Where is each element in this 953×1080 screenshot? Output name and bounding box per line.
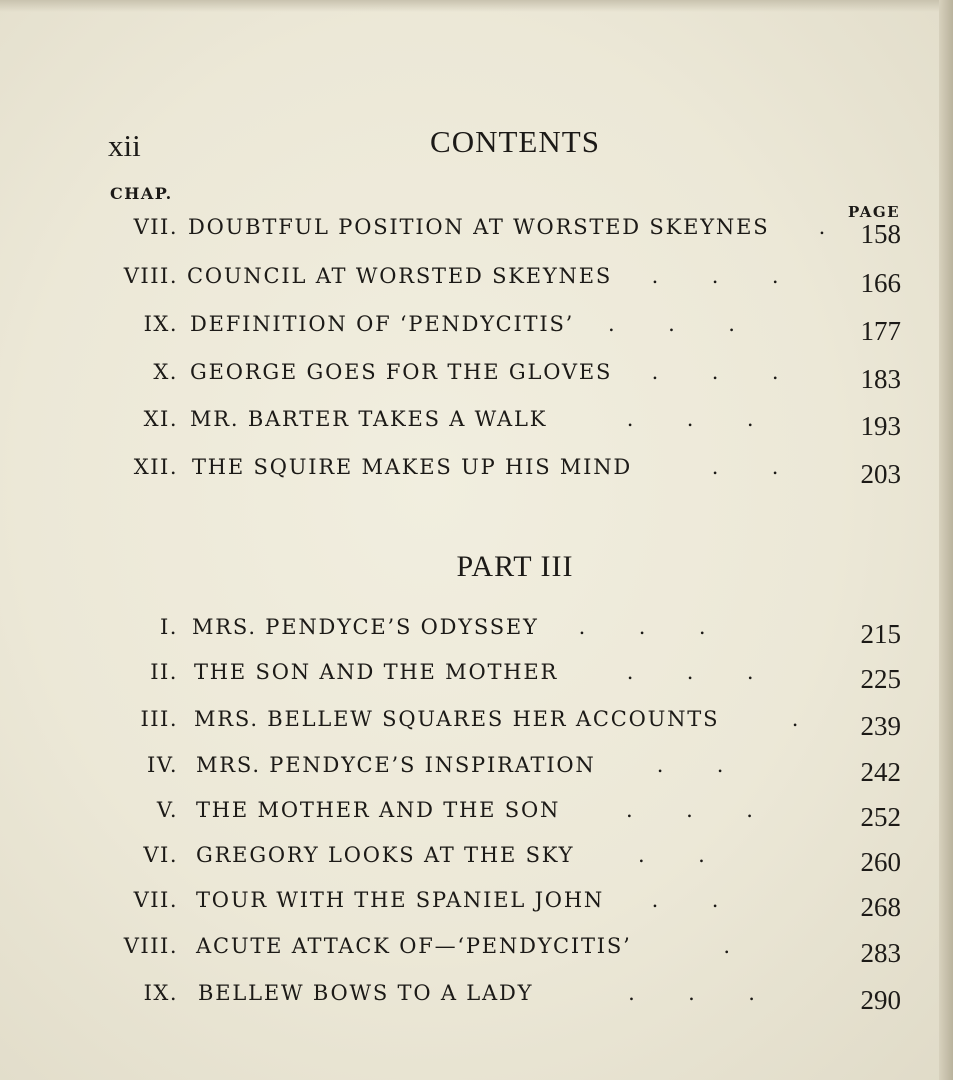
chapter-number: VIII. <box>123 934 178 958</box>
page-number: 166 <box>860 268 901 298</box>
page-number: 252 <box>860 802 901 832</box>
dot-leader: . <box>812 215 826 239</box>
dot-leader: . . <box>645 888 719 912</box>
toc-entry <box>0 312 953 348</box>
toc-entry <box>0 215 953 251</box>
dot-leader: . . . <box>586 798 753 822</box>
chapter-number: XI. <box>143 407 178 431</box>
page-number: 239 <box>860 711 901 741</box>
dot-leader: . . <box>610 753 724 777</box>
page-number: 268 <box>860 892 901 922</box>
chapter-number: X. <box>153 360 178 384</box>
page-number: 203 <box>860 459 901 489</box>
toc-entry <box>0 264 953 300</box>
chapter-title: TOUR WITH THE SPANIEL JOHN <box>196 888 605 912</box>
toc-entry <box>0 753 953 789</box>
chap-column-label: CHAP. <box>110 184 173 203</box>
chapter-number: VII. <box>133 215 178 239</box>
chapter-number: I. <box>160 615 178 639</box>
toc-entry <box>0 981 953 1017</box>
chapter-title: GREGORY LOOKS AT THE SKY <box>196 843 575 867</box>
dot-leader: . . . <box>572 615 706 639</box>
dot-leader: . . . <box>580 407 754 431</box>
chapter-number: II. <box>150 660 178 684</box>
page-number: 215 <box>860 619 901 649</box>
chapter-title: THE SQUIRE MAKES UP HIS MIND <box>192 455 633 479</box>
toc-entry <box>0 455 953 491</box>
page-number: 158 <box>860 219 901 249</box>
dot-leader: . . <box>598 843 705 867</box>
chapter-title: COUNCIL AT WORSTED SKEYNES <box>187 264 613 288</box>
chapter-title: MR. BARTER TAKES A WALK <box>190 407 548 431</box>
dot-leader: . . <box>665 455 779 479</box>
chapter-title: MRS. BELLEW SQUARES HER ACCOUNTS <box>194 707 720 731</box>
toc-entry <box>0 934 953 970</box>
chapter-number: V. <box>156 798 178 822</box>
dot-leader: . . . <box>645 264 779 288</box>
chapter-title: DOUBTFUL POSITION AT WORSTED SKEYNES <box>188 215 770 239</box>
chapter-number: IX. <box>143 981 178 1005</box>
dot-leader: . . . <box>645 360 779 384</box>
chapter-title: GEORGE GOES FOR THE GLOVES <box>190 360 613 384</box>
toc-entry <box>0 798 953 834</box>
page-top-shadow <box>0 0 953 12</box>
chapter-title: THE SON AND THE MOTHER <box>194 660 559 684</box>
toc-entry <box>0 843 953 879</box>
chapter-number: IX. <box>143 312 178 336</box>
chapter-title: DEFINITION OF ‘PENDYCITIS’ <box>190 312 575 336</box>
toc-entry <box>0 707 953 743</box>
chapter-title: THE MOTHER AND THE SON <box>196 798 561 822</box>
chapter-number: VII. <box>133 888 178 912</box>
page-number: 177 <box>860 316 901 346</box>
contents-heading: CONTENTS <box>430 124 600 159</box>
page-number: 260 <box>860 847 901 877</box>
toc-entry <box>0 660 953 696</box>
page-folio: xii <box>108 128 141 163</box>
chapter-title: MRS. PENDYCE’S ODYSSEY <box>192 615 539 639</box>
chapter-number: VIII. <box>123 264 178 288</box>
toc-entry <box>0 360 953 396</box>
dot-leader: . <box>765 707 799 731</box>
toc-entry <box>0 407 953 443</box>
dot-leader: . . . <box>568 981 755 1005</box>
dot-leader: . . . <box>580 660 754 684</box>
page-number: 242 <box>860 757 901 787</box>
chapter-title: ACUTE ATTACK OF—‘PENDYCITIS’ <box>196 934 632 958</box>
page-number: 290 <box>860 985 901 1015</box>
page-number: 283 <box>860 938 901 968</box>
page-number: 193 <box>860 411 901 441</box>
toc-entry <box>0 615 953 651</box>
chapter-number: III. <box>140 707 178 731</box>
dot-leader: . . . <box>568 312 735 336</box>
page-column-label: PAGE <box>848 203 901 221</box>
chapter-number: IV. <box>147 753 178 777</box>
toc-entry <box>0 888 953 924</box>
dot-leader: . <box>690 934 731 958</box>
chapter-number: XII. <box>133 455 178 479</box>
page-number: 225 <box>860 664 901 694</box>
part-heading: PART III <box>456 550 574 583</box>
chapter-title: MRS. PENDYCE’S INSPIRATION <box>196 753 596 777</box>
page-number: 183 <box>860 364 901 394</box>
chapter-title: BELLEW BOWS TO A LADY <box>198 981 534 1005</box>
chapter-number: VI. <box>143 843 178 867</box>
